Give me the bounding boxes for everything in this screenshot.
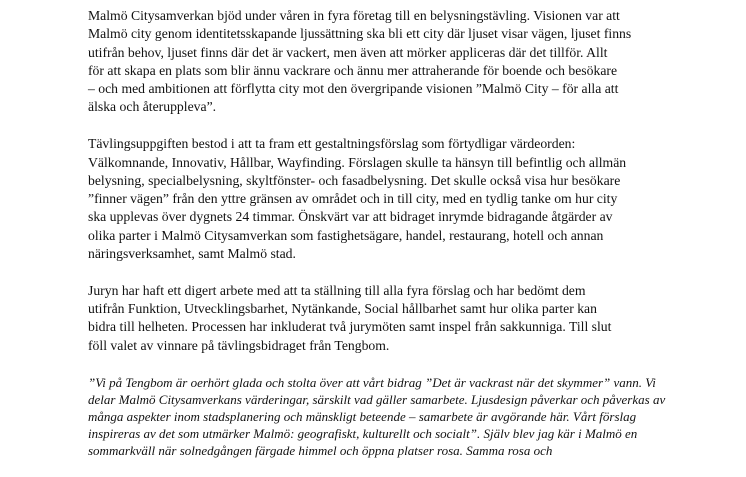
paragraph-intro [88, 7, 693, 117]
text-line: delar Malmö Citysamverkans värderingar, särskilt vad gäller samarbete. Ljusdesign påverkar och påverkas av [88, 391, 666, 407]
text-line: sommarkväll när solnedgången färgade himmel och öppna platser rosa. Samma rosa och [88, 442, 553, 458]
text-line: älska och återuppleva”. [88, 99, 217, 115]
text-line: belysning, specialbelysning, skyltfönster- och fasadbelysning. Det skulle också visa hur besökare [88, 172, 621, 188]
text-line: Välkomnande, Innovativ, Hållbar, Wayfinding. Förslagen skulle ta hänsyn till befintlig och allmän [88, 154, 627, 170]
paragraph-competition-task [88, 135, 693, 263]
text-line: många aspekter inom stadsplanering och mänskligt beteende – samarbete är avgörande här. Vårt förslag [88, 408, 637, 424]
text-line: Malmö city genom identitetsskapande ljussättning ska bli ett city där ljuset visar vägen, ljuset finns [88, 26, 632, 42]
text-line: – och med ambitionen att förflytta city mot den övergripande visionen ”Malmö City – för alla att [88, 81, 619, 97]
text-line: utifrån Funktion, Utvecklingsbarhet, Nytänkande, Social hållbarhet samt hur olika parter kan [88, 301, 597, 317]
text-line: ska upplevas över dygnets 24 timmar. Önskvärt var att bidraget inrymde bidragande åtgärder av [88, 209, 613, 225]
text-line: ”Vi på Tengbom är oerhört glada och stolta över att vårt bidrag ”Det är vackrast när det skymmer” vann. Vi [88, 374, 656, 390]
text-line: Juryn har haft ett digert arbete med att ta ställning till alla fyra förslag och har bedömt dem [88, 282, 586, 298]
text-line: bidra till helheten. Processen har inkluderat två jurymöten samt inspel från sakkunniga. Till slut [88, 319, 612, 335]
text-line: utifrån behov, ljuset finns där det är vackert, men även att mörker appliceras där det tillför. Allt [88, 44, 608, 60]
paragraph-jury [88, 282, 693, 355]
text-line: Malmö Citysamverkan bjöd under våren in fyra företag till en belysningstävling. Visionen var att [88, 8, 620, 23]
text-line: föll valet av vinnare på tävlingsbidraget från Tengbom. [88, 337, 390, 353]
text-line: näringsverksamhet, samt Malmö stad. [88, 246, 296, 262]
text-line: för att skapa en plats som blir ännu vackrare och ännu mer attraherande för boende och besökare [88, 62, 618, 78]
text-line: ”finner vägen” från den yttre gränsen av området och in till city, med en tydlig tanke om hur city [88, 191, 618, 207]
document-page [88, 7, 693, 477]
paragraph-quote [88, 374, 693, 459]
text-line: Tävlingsuppgiften bestod i att ta fram ett gestaltningsförslag som förtydligar värdeorden: [88, 136, 576, 152]
text-line: inspireras av det som utmärker Malmö: geografiskt, kulturellt och socialt”. Själv blev jag kär i Malmö en [88, 425, 638, 441]
text-line: olika parter i Malmö Citysamverkan som fastighetsägare, handel, restaurang, hotell och annan [88, 227, 604, 243]
